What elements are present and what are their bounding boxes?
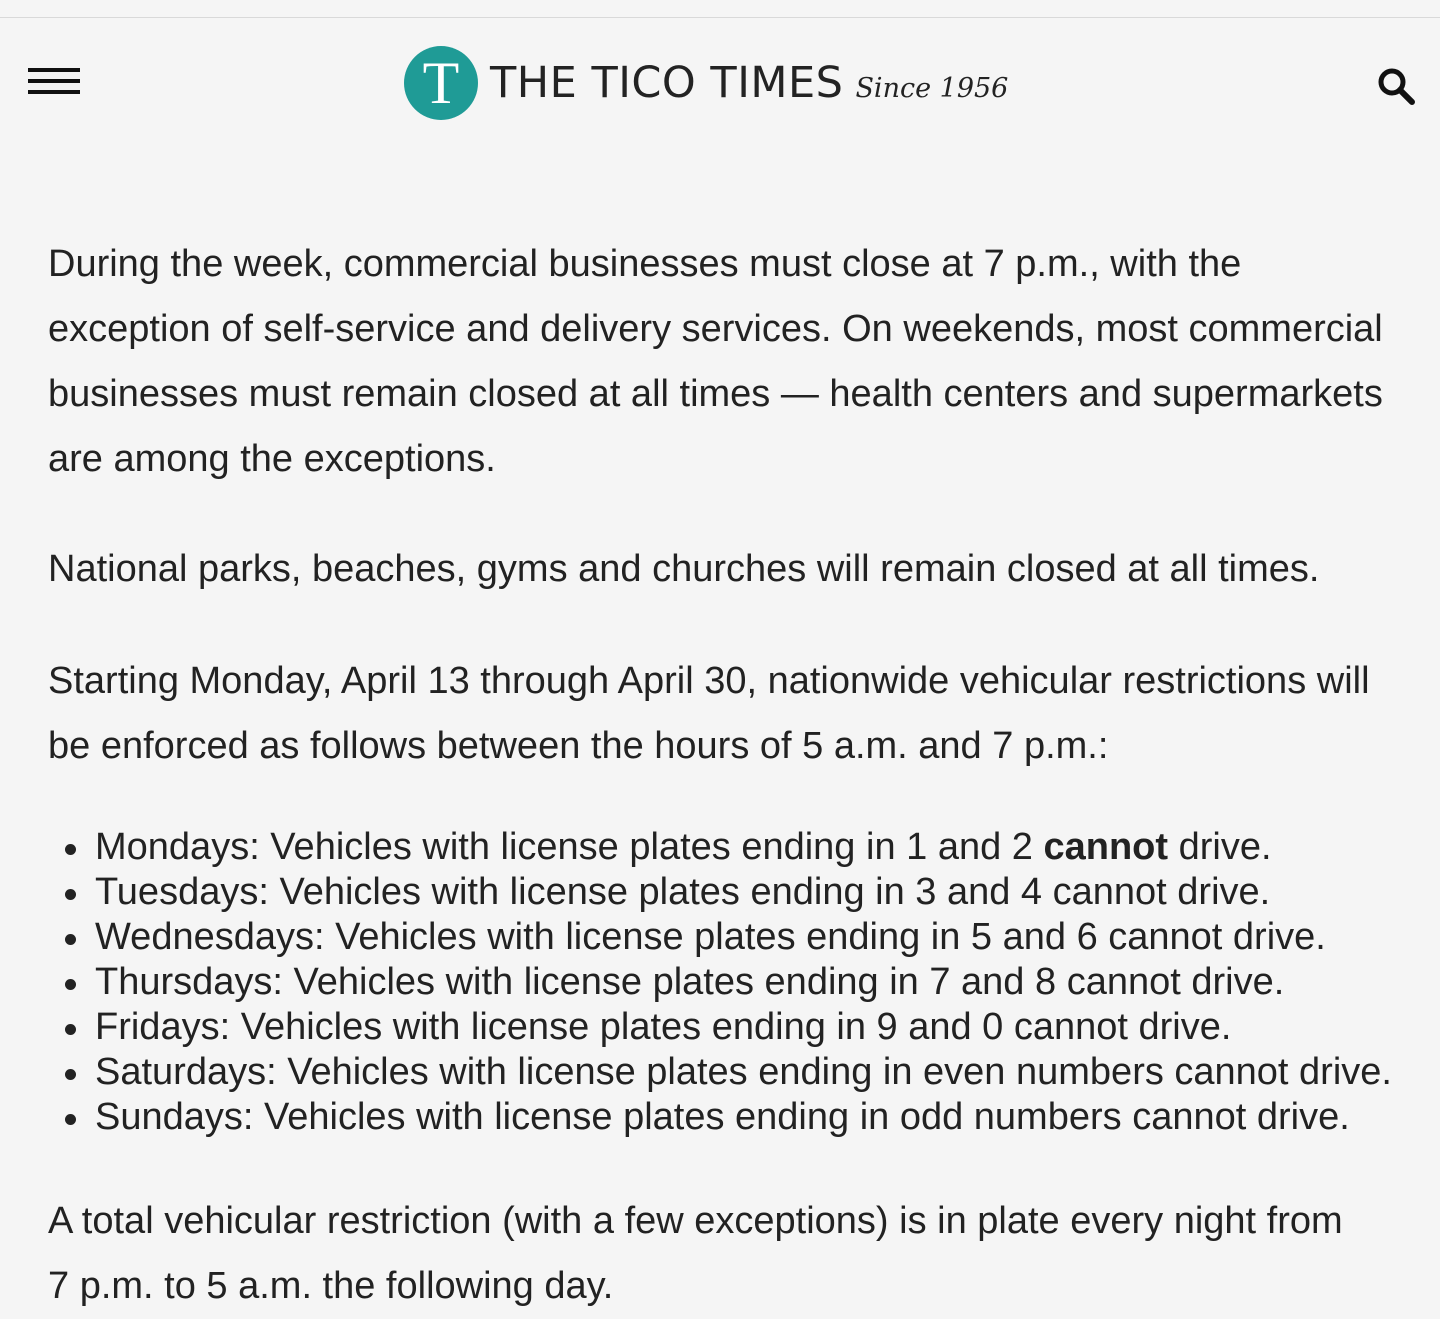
menu-bar — [28, 90, 80, 94]
site-logo[interactable] — [404, 46, 1008, 120]
article-paragraph: A total vehicular restriction (with a few exceptions) is in plate every night from 7 p.m. to 5 a.m. the following day. — [48, 1200, 1343, 1307]
site-header — [0, 18, 1440, 148]
restriction-list — [48, 825, 1418, 1140]
list-item: Thursdays: Vehicles with license plates ending in 7 and 8 cannot drive. — [48, 960, 1418, 1005]
restriction-text: Mondays: Vehicles with license plates ending in 1 and 2 — [95, 826, 1044, 868]
since-tagline: Since 1956 — [855, 72, 1009, 104]
menu-bar — [28, 68, 80, 72]
emphasis-text: cannot — [1043, 826, 1169, 868]
list-item: Wednesdays: Vehicles with license plates ending in 5 and 6 cannot drive. — [48, 915, 1418, 960]
list-item: Tuesdays: Vehicles with license plates ending in 3 and 4 cannot drive. — [48, 870, 1418, 915]
logo-mark: T — [404, 46, 478, 120]
article-paragraph: National parks, beaches, gyms and churches will remain closed at all times. — [48, 548, 1320, 590]
list-item: Sundays: Vehicles with license plates ending in odd numbers cannot drive. — [48, 1095, 1418, 1140]
hamburger-menu-icon[interactable] — [28, 68, 80, 98]
search-icon[interactable] — [1376, 66, 1416, 106]
list-item: Fridays: Vehicles with license plates ending in 9 and 0 cannot drive. — [48, 1005, 1418, 1050]
site-name: THE TICO TIMES — [490, 57, 844, 108]
list-item: Saturdays: Vehicles with license plates ending in even numbers cannot drive. — [48, 1050, 1418, 1095]
menu-bar — [28, 79, 80, 83]
restriction-text: drive. — [1168, 826, 1272, 868]
article-paragraph: During the week, commercial businesses must close at 7 p.m., with the exception of self-service and delivery services. On weekends, most commercial businesses must remain closed at all times — health centers and supermarkets are among the exceptions. — [48, 243, 1383, 480]
article-paragraph: Starting Monday, April 13 through April 30, nationwide vehicular restrictions will be enforced as follows between the hours of 5 a.m. and 7 p.m.: — [48, 660, 1370, 767]
list-item — [48, 825, 1418, 870]
